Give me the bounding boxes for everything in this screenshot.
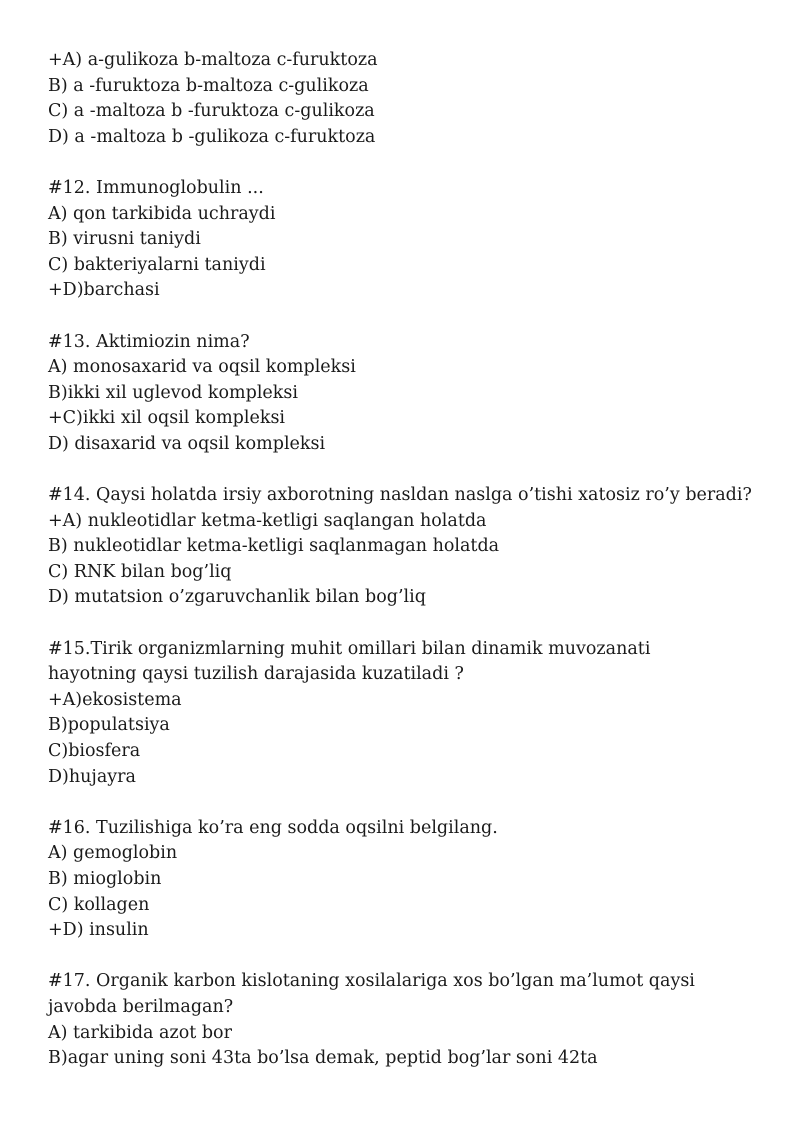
question-text: javobda berilmagan? [48, 996, 234, 1017]
option-line: +C)ikki xil oqsil kompleksi [48, 408, 286, 429]
spacer [48, 458, 768, 484]
option-line: B)populatsiya [48, 715, 170, 736]
option-line: B) mioglobin [48, 869, 162, 889]
question-13 [48, 330, 768, 458]
option-line: B)agar uning soni 43ta bo’lsa demak, peptid bog’lar soni 42ta [48, 1048, 598, 1069]
option-line: D) a -maltoza b -gulikoza c-furuktoza [48, 126, 376, 147]
option-line: B)ikki xil uglevod kompleksi [48, 382, 298, 403]
option-line: +A) nukleotidlar ketma-ketligi saqlangan holatda [48, 510, 487, 531]
option-line: C) RNK bilan bog’liq [48, 561, 232, 582]
question-text: #12. Immunoglobulin ... [48, 177, 264, 198]
option-line: A) qon tarkibida uchraydi [48, 203, 276, 224]
question-14 [48, 483, 768, 611]
option-line: B) virusni taniydi [48, 229, 201, 250]
option-line: +D)barchasi [48, 280, 160, 301]
option-line: +A) a-gulikoza b-maltoza c-furuktoza [48, 50, 378, 70]
document-page [48, 48, 768, 1072]
option-line: B) a -furuktoza b-maltoza c-gulikoza [48, 75, 369, 96]
option-line: C) a -maltoza b -furuktoza c-gulikoza [48, 101, 375, 122]
option-line: C)biosfera [48, 741, 141, 762]
question-15 [48, 637, 768, 791]
option-line: D)hujayra [48, 766, 136, 787]
spacer [48, 304, 768, 330]
option-line: A) monosaxarid va oqsil kompleksi [48, 357, 356, 378]
spacer [48, 944, 768, 970]
spacer [48, 611, 768, 637]
spacer [48, 790, 768, 816]
question-text: #16. Tuzilishiga ko’ra eng sodda oqsilni belgilang. [48, 817, 498, 838]
question-12 [48, 176, 768, 304]
question-text: #13. Aktimiozin nima? [48, 331, 250, 352]
option-line: D) mutatsion o’zgaruvchanlik bilan bog’liq [48, 587, 426, 608]
question-text: #17. Organik karbon kislotaning xosilalariga xos bo’lgan ma’lumot qaysi [48, 971, 695, 992]
option-line: B) nukleotidlar ketma-ketligi saqlanmagan holatda [48, 536, 500, 557]
option-line: +D) insulin [48, 920, 149, 941]
question-text: hayotning qaysi tuzilish darajasida kuzatiladi ? [48, 664, 464, 685]
option-line: C) bakteriyalarni taniydi [48, 254, 266, 275]
question-17 [48, 969, 768, 1071]
spacer [48, 150, 768, 176]
question-text: #14. Qaysi holatda irsiy axborotning nasldan naslga o’tishi xatosiz ro’y beradi? [48, 485, 752, 506]
question-text: #15.Tirik organizmlarning muhit omillari bilan dinamik muvozanati [48, 638, 651, 659]
question-16 [48, 816, 768, 944]
option-line: D) disaxarid va oqsil kompleksi [48, 433, 326, 454]
option-line: +A)ekosistema [48, 689, 182, 710]
option-line: A) tarkibida azot bor [48, 1022, 232, 1043]
option-line: A) gemoglobin [48, 843, 178, 864]
option-line: C) kollagen [48, 894, 150, 915]
question-11-options [48, 48, 768, 150]
